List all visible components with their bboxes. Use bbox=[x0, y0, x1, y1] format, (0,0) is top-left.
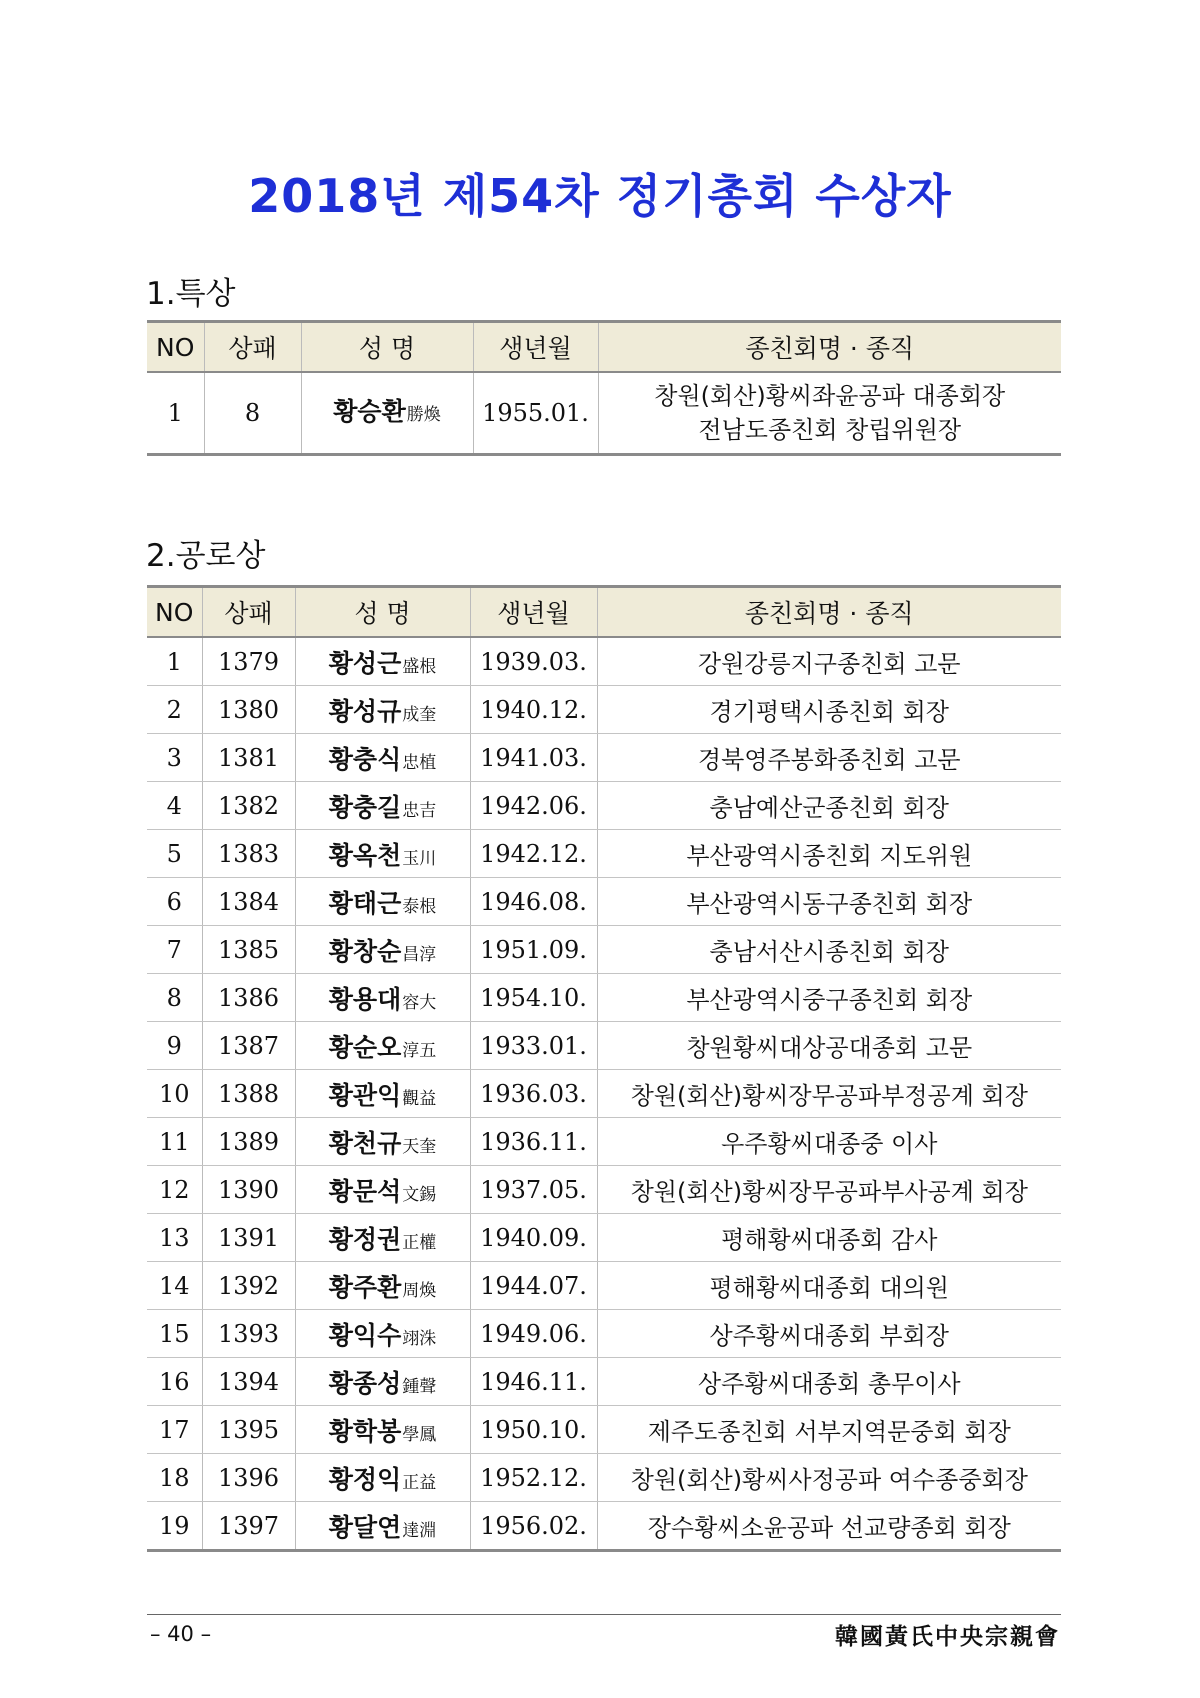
header-no: NO bbox=[147, 587, 202, 638]
cell-birth: 1941.03. bbox=[470, 734, 597, 782]
cell-no: 1 bbox=[147, 637, 202, 686]
table-row bbox=[147, 1262, 1061, 1310]
cell-organization: 부산광역시종친회 지도위원 bbox=[597, 830, 1061, 878]
name-korean: 황창순 bbox=[328, 936, 402, 966]
name-hanja: 觀益 bbox=[402, 1088, 437, 1109]
cell-birth: 1936.03. bbox=[470, 1070, 597, 1118]
cell-birth: 1955.01. bbox=[473, 372, 598, 455]
cell-no: 16 bbox=[147, 1358, 202, 1406]
name-korean: 황순오 bbox=[328, 1032, 402, 1062]
name-hanja: 鍾聲 bbox=[402, 1376, 437, 1397]
cell-plaque: 1397 bbox=[202, 1502, 295, 1551]
footer-organization-name: 韓國黃氏中央宗親會 bbox=[835, 1623, 1060, 1650]
cell-organization: 경기평택시종친회 회장 bbox=[597, 686, 1061, 734]
cell-no: 1 bbox=[147, 372, 204, 455]
header-name: 성 명 bbox=[295, 587, 470, 638]
table-header-row bbox=[147, 322, 1061, 373]
cell-plaque: 1386 bbox=[202, 974, 295, 1022]
cell-organization: 창원황씨대상공대종회 고문 bbox=[597, 1022, 1061, 1070]
name-hanja: 容大 bbox=[402, 992, 437, 1013]
table-row bbox=[147, 974, 1061, 1022]
cell-name bbox=[295, 1358, 470, 1406]
cell-plaque: 1379 bbox=[202, 637, 295, 686]
header-organization: 종친회명 · 종직 bbox=[597, 587, 1061, 638]
name-korean: 황주환 bbox=[328, 1272, 402, 1302]
cell-organization: 우주황씨대종중 이사 bbox=[597, 1118, 1061, 1166]
org-line: 창원(회산)황씨좌윤공파 대종회장 bbox=[654, 382, 1006, 410]
cell-plaque: 1383 bbox=[202, 830, 295, 878]
cell-birth: 1940.12. bbox=[470, 686, 597, 734]
name-hanja: 淳五 bbox=[402, 1040, 437, 1061]
cell-birth: 1954.10. bbox=[470, 974, 597, 1022]
table-row bbox=[147, 878, 1061, 926]
cell-name bbox=[295, 1406, 470, 1454]
cell-plaque: 1388 bbox=[202, 1070, 295, 1118]
name-hanja: 忠植 bbox=[402, 752, 437, 773]
table-row bbox=[147, 926, 1061, 974]
section-heading-merit-award: 2.공로상 bbox=[146, 538, 266, 574]
cell-plaque: 1385 bbox=[202, 926, 295, 974]
name-korean: 황천규 bbox=[328, 1128, 402, 1158]
cell-plaque: 1387 bbox=[202, 1022, 295, 1070]
name-korean: 황정권 bbox=[328, 1224, 402, 1254]
cell-birth: 1944.07. bbox=[470, 1262, 597, 1310]
table-row bbox=[147, 637, 1061, 686]
cell-no: 3 bbox=[147, 734, 202, 782]
org-line: 전남도종친회 창립위원장 bbox=[698, 416, 962, 444]
header-organization: 종친회명 · 종직 bbox=[598, 322, 1061, 373]
page-title: 2018년 제54차 정기총회 수상자 bbox=[248, 169, 952, 223]
header-plaque: 상패 bbox=[202, 587, 295, 638]
name-korean: 황문석 bbox=[328, 1176, 402, 1206]
cell-birth: 1949.06. bbox=[470, 1310, 597, 1358]
cell-no: 7 bbox=[147, 926, 202, 974]
cell-birth: 1936.11. bbox=[470, 1118, 597, 1166]
name-hanja: 成奎 bbox=[402, 704, 437, 725]
special-award-table bbox=[147, 320, 1061, 456]
name-hanja: 盛根 bbox=[402, 656, 437, 677]
cell-organization: 창원(회산)황씨사정공파 여수종중회장 bbox=[597, 1454, 1061, 1502]
cell-no: 11 bbox=[147, 1118, 202, 1166]
cell-organization: 평해황씨대종회 대의원 bbox=[597, 1262, 1061, 1310]
cell-name bbox=[295, 734, 470, 782]
table-row bbox=[147, 1118, 1061, 1166]
name-hanja: 學鳳 bbox=[402, 1424, 437, 1445]
name-hanja: 正益 bbox=[402, 1472, 437, 1493]
cell-no: 17 bbox=[147, 1406, 202, 1454]
name-hanja: 玉川 bbox=[402, 848, 437, 869]
cell-plaque: 1396 bbox=[202, 1454, 295, 1502]
merit-award-table bbox=[147, 585, 1061, 1552]
cell-organization: 충남서산시종친회 회장 bbox=[597, 926, 1061, 974]
name-korean: 황승환 bbox=[333, 396, 406, 426]
cell-plaque: 1384 bbox=[202, 878, 295, 926]
cell-organization: 강원강릉지구종친회 고문 bbox=[597, 637, 1061, 686]
cell-organization: 부산광역시중구종친회 회장 bbox=[597, 974, 1061, 1022]
table-row bbox=[147, 1502, 1061, 1551]
cell-name bbox=[295, 1118, 470, 1166]
cell-name bbox=[295, 926, 470, 974]
name-hanja: 翊洙 bbox=[402, 1328, 437, 1349]
table-row bbox=[147, 1406, 1061, 1454]
name-korean: 황성규 bbox=[328, 696, 402, 726]
cell-organization: 장수황씨소윤공파 선교량종회 회장 bbox=[597, 1502, 1061, 1551]
name-hanja: 達淵 bbox=[402, 1520, 437, 1541]
name-korean: 황종성 bbox=[328, 1368, 402, 1398]
cell-plaque: 1391 bbox=[202, 1214, 295, 1262]
name-korean: 황달연 bbox=[328, 1512, 402, 1542]
header-no: NO bbox=[147, 322, 204, 373]
table-row bbox=[147, 1358, 1061, 1406]
table-row bbox=[147, 1310, 1061, 1358]
header-birth: 생년월 bbox=[470, 587, 597, 638]
cell-name bbox=[295, 1214, 470, 1262]
name-korean: 황성근 bbox=[328, 648, 402, 678]
name-hanja: 泰根 bbox=[402, 896, 437, 917]
table-row bbox=[147, 1214, 1061, 1262]
name-hanja: 文錫 bbox=[402, 1184, 437, 1205]
cell-birth: 1952.12. bbox=[470, 1454, 597, 1502]
table-row bbox=[147, 1070, 1061, 1118]
name-korean: 황충길 bbox=[328, 792, 402, 822]
cell-name bbox=[295, 1454, 470, 1502]
name-hanja: 勝煥 bbox=[406, 404, 441, 425]
name-hanja: 正權 bbox=[402, 1232, 437, 1253]
section-heading-special-award: 1.특상 bbox=[146, 276, 236, 312]
table-row bbox=[147, 686, 1061, 734]
cell-plaque: 1390 bbox=[202, 1166, 295, 1214]
name-korean: 황태근 bbox=[328, 888, 402, 918]
cell-no: 2 bbox=[147, 686, 202, 734]
cell-name bbox=[301, 372, 473, 455]
cell-organization: 충남예산군종친회 회장 bbox=[597, 782, 1061, 830]
cell-no: 10 bbox=[147, 1070, 202, 1118]
footer-divider bbox=[147, 1614, 1061, 1615]
cell-plaque: 1394 bbox=[202, 1358, 295, 1406]
name-korean: 황관익 bbox=[328, 1080, 402, 1110]
cell-plaque: 1389 bbox=[202, 1118, 295, 1166]
cell-plaque: 8 bbox=[204, 372, 301, 455]
cell-birth: 1939.03. bbox=[470, 637, 597, 686]
cell-organization: 상주황씨대종회 총무이사 bbox=[597, 1358, 1061, 1406]
name-korean: 황학봉 bbox=[328, 1416, 402, 1446]
table-row bbox=[147, 1454, 1061, 1502]
cell-name bbox=[295, 974, 470, 1022]
cell-no: 4 bbox=[147, 782, 202, 830]
cell-plaque: 1395 bbox=[202, 1406, 295, 1454]
cell-no: 13 bbox=[147, 1214, 202, 1262]
name-korean: 황익수 bbox=[328, 1320, 402, 1350]
cell-name bbox=[295, 782, 470, 830]
cell-plaque: 1381 bbox=[202, 734, 295, 782]
table-row bbox=[147, 372, 1061, 455]
name-korean: 황용대 bbox=[328, 984, 402, 1014]
cell-name bbox=[295, 878, 470, 926]
name-hanja: 天奎 bbox=[402, 1136, 437, 1157]
cell-birth: 1942.12. bbox=[470, 830, 597, 878]
cell-name bbox=[295, 1502, 470, 1551]
table-row bbox=[147, 830, 1061, 878]
cell-name bbox=[295, 1166, 470, 1214]
cell-plaque: 1380 bbox=[202, 686, 295, 734]
cell-organization: 경북영주봉화종친회 고문 bbox=[597, 734, 1061, 782]
cell-no: 8 bbox=[147, 974, 202, 1022]
cell-name bbox=[295, 1310, 470, 1358]
cell-no: 19 bbox=[147, 1502, 202, 1551]
cell-name bbox=[295, 686, 470, 734]
name-hanja: 忠吉 bbox=[402, 800, 437, 821]
name-korean: 황옥천 bbox=[328, 840, 402, 870]
cell-organization: 평해황씨대종회 감사 bbox=[597, 1214, 1061, 1262]
name-korean: 황충식 bbox=[328, 744, 402, 774]
table-row bbox=[147, 782, 1061, 830]
cell-no: 6 bbox=[147, 878, 202, 926]
cell-name bbox=[295, 1262, 470, 1310]
name-hanja: 昌淳 bbox=[402, 944, 437, 965]
cell-organization: 창원(회산)황씨장무공파부정공계 회장 bbox=[597, 1070, 1061, 1118]
header-name: 성 명 bbox=[301, 322, 473, 373]
cell-birth: 1950.10. bbox=[470, 1406, 597, 1454]
cell-no: 15 bbox=[147, 1310, 202, 1358]
cell-name bbox=[295, 830, 470, 878]
cell-no: 9 bbox=[147, 1022, 202, 1070]
cell-no: 5 bbox=[147, 830, 202, 878]
cell-organization bbox=[598, 372, 1061, 455]
cell-birth: 1951.09. bbox=[470, 926, 597, 974]
table-header-row bbox=[147, 587, 1061, 638]
cell-organization: 부산광역시동구종친회 회장 bbox=[597, 878, 1061, 926]
cell-organization: 제주도종친회 서부지역문중회 회장 bbox=[597, 1406, 1061, 1454]
table-row bbox=[147, 1022, 1061, 1070]
cell-name bbox=[295, 637, 470, 686]
header-birth: 생년월 bbox=[473, 322, 598, 373]
name-hanja: 周煥 bbox=[402, 1280, 437, 1301]
cell-plaque: 1382 bbox=[202, 782, 295, 830]
name-korean: 황정익 bbox=[328, 1464, 402, 1494]
header-plaque: 상패 bbox=[204, 322, 301, 373]
cell-birth: 1933.01. bbox=[470, 1022, 597, 1070]
cell-no: 18 bbox=[147, 1454, 202, 1502]
cell-birth: 1946.08. bbox=[470, 878, 597, 926]
cell-no: 12 bbox=[147, 1166, 202, 1214]
cell-birth: 1946.11. bbox=[470, 1358, 597, 1406]
cell-birth: 1942.06. bbox=[470, 782, 597, 830]
table-row bbox=[147, 734, 1061, 782]
cell-plaque: 1393 bbox=[202, 1310, 295, 1358]
cell-birth: 1937.05. bbox=[470, 1166, 597, 1214]
cell-birth: 1940.09. bbox=[470, 1214, 597, 1262]
page-number: – 40 – bbox=[150, 1622, 212, 1646]
cell-organization: 창원(회산)황씨장무공파부사공계 회장 bbox=[597, 1166, 1061, 1214]
cell-plaque: 1392 bbox=[202, 1262, 295, 1310]
table-row bbox=[147, 1166, 1061, 1214]
cell-birth: 1956.02. bbox=[470, 1502, 597, 1551]
cell-organization: 상주황씨대종회 부회장 bbox=[597, 1310, 1061, 1358]
cell-name bbox=[295, 1022, 470, 1070]
cell-no: 14 bbox=[147, 1262, 202, 1310]
cell-name bbox=[295, 1070, 470, 1118]
